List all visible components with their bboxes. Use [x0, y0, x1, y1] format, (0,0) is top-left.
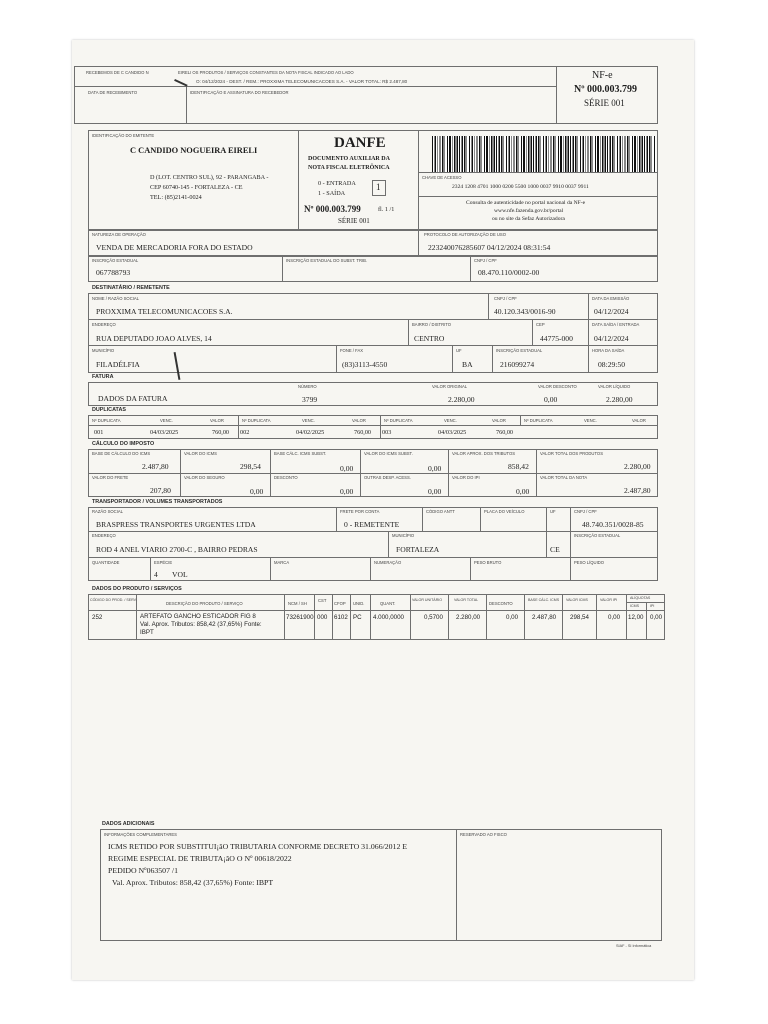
fatura-dados: DADOS DA FATURA — [98, 394, 168, 403]
dest-emissao: 04/12/2024 — [594, 307, 629, 316]
dest-nome-label: NOME / RAZÃO SOCIAL — [92, 296, 140, 301]
dest-endereco-label: ENDEREÇO — [92, 322, 116, 327]
info-line2: REGIME ESPECIAL DE TRIBUTA¡ãO O Nº 00618/2022 — [108, 854, 292, 863]
cnpj-label: CNPJ / CPF — [474, 258, 497, 263]
seguro: 0,00 — [250, 487, 264, 496]
chave-label: CHAVE DE ACESSO — [422, 175, 462, 180]
dup-hdr-venc-2: VENC. — [302, 418, 315, 423]
canhoto-numero: Nº 000.003.799 — [574, 84, 638, 95]
footer-text: SIAF - SI Informática — [616, 944, 652, 948]
dest-cnpj: 40.120.343/0016-90 — [494, 307, 556, 316]
tributos: 858,42 — [508, 462, 529, 471]
prod-total: 2.280,00 — [456, 614, 481, 621]
transp-qtd-label: QUANTIDADE — [92, 560, 120, 565]
danfe-title: DANFE — [334, 135, 386, 151]
tributos-label: VALOR APROX. DOS TRIBUTOS — [452, 451, 516, 456]
transportador-section: TRANSPORTADOR / VOLUMES TRANSPORTADOS — [92, 499, 223, 505]
transp-endereco-label: ENDEREÇO — [92, 533, 116, 538]
ie-valor: 067788793 — [96, 268, 131, 277]
fatura-desconto-label: VALOR DESCONTO — [538, 384, 577, 389]
dup-1-venc: 04/03/2025 — [150, 429, 179, 436]
frete-label: VALOR DO FRETE — [92, 475, 129, 480]
bc-icms-label: BASE DE CÁLCULO DO ICMS — [92, 451, 151, 456]
transp-cnpj: 48.740.351/0028-85 — [582, 520, 644, 529]
dup-3-num: 003 — [382, 429, 392, 436]
cnpj-valor: 08.470.110/0002-00 — [478, 268, 540, 277]
produtos-section: DADOS DO PRODUTO / SERVIÇOS — [92, 586, 182, 592]
dest-saida: 04/12/2024 — [594, 334, 629, 343]
prod-ncm: 73261900 — [286, 614, 314, 621]
prod-aicms: 12,00 — [628, 614, 644, 621]
transp-marca-label: MARCA — [274, 560, 290, 565]
prod-hdr-unit: VALOR UNITÁRIO — [412, 598, 443, 602]
canhoto-serie: SÉRIE 001 — [584, 98, 625, 108]
outras: 0,00 — [428, 487, 442, 496]
transp-especie: VOL — [172, 570, 188, 579]
dest-saida-label: DATA SAÍDA / ENTRADA — [592, 322, 640, 327]
dup-hdr-valor-4: VALOR — [632, 418, 646, 423]
dest-hora-label: HORA DA SAÍDA — [592, 348, 625, 353]
info-line1: ICMS RETIDO POR SUBSTITUI¡ãO TRIBUTARIA CONFORME DECRETO 31.066/2012 E — [108, 842, 408, 851]
chave-consulta1: Consulta de autenticidade no portal nacional da NF-e — [466, 200, 586, 206]
prod-codigo: 252 — [92, 614, 103, 621]
prod-hdr-cfop: CFOP — [334, 601, 346, 606]
prod-unit: 0,5700 — [424, 614, 443, 621]
inscricoes-box — [88, 256, 658, 282]
danfe-sub1: DOCUMENTO AUXILIAR DA — [308, 156, 390, 162]
prod-quant: 4.000,0000 — [373, 614, 404, 621]
prod-desc3: IBPT — [140, 629, 154, 636]
dest-ie-label: INSCRIÇÃO ESTADUAL — [496, 348, 543, 353]
info-line4: Val. Aprox. Tributos: 858,42 (37,65%) Fonte: IBPT — [112, 878, 274, 887]
transp-qtd: 4 — [154, 570, 158, 579]
prod-bc: 2.487,80 — [532, 614, 557, 621]
dest-fone-label: FONE / FAX — [340, 348, 364, 353]
prod-desc: 0,00 — [506, 614, 519, 621]
prod-hdr-ncm: NCM / SH — [288, 601, 307, 606]
prod-hdr-aipi: IPI — [650, 604, 655, 608]
transp-especie-label: ESPÉCIE — [154, 560, 173, 565]
transp-bruto-label: PESO BRUTO — [474, 560, 502, 565]
prod-hdr-unid: UNID. — [353, 601, 365, 606]
prod-hdr-total: VALOR TOTAL — [454, 598, 479, 602]
duplicatas-section: DUPLICATAS — [92, 407, 126, 413]
canhoto-recebemos-label: RECEBEMOS DE C CANDIDO N — [86, 70, 149, 75]
dest-uf-label: UF — [456, 348, 462, 353]
bc-st-label: BASE CÁLC. ICMS SUBST. — [274, 451, 327, 456]
prod-hdr-descricao: DESCRIÇÃO DO PRODUTO / SERVIÇO — [166, 601, 243, 606]
fatura-numero-label: NÚMERO — [298, 384, 317, 389]
dup-hdr-venc-4: VENC. — [584, 418, 597, 423]
chave-consulta2: www.nfe.fazenda.gov.br/portal — [494, 208, 564, 214]
desconto: 0,00 — [340, 487, 354, 496]
transp-municipio: FORTALEZA — [396, 545, 440, 554]
dest-cnpj-label: CNPJ / CPF — [494, 296, 517, 301]
imposto-section: CÁLCULO DO IMPOSTO — [92, 441, 155, 447]
chave-consulta3: ou no site da Sefaz Autorizadora — [492, 216, 565, 222]
prod-aipi: 0,00 — [650, 614, 663, 621]
dest-uf: BA — [462, 360, 473, 369]
seguro-label: VALOR DO SEGURO — [184, 475, 225, 480]
outras-label: OUTRAS DESP. ACESS. — [364, 475, 411, 480]
v-nota: 2.487,80 — [624, 486, 651, 495]
canhoto-box — [74, 66, 658, 124]
dest-bairro-label: BAIRRO / DISTRITO — [412, 322, 452, 327]
danfe-numero: Nº 000.003.799 — [304, 204, 361, 214]
transp-frete: 0 - REMETENTE — [344, 520, 400, 529]
natureza-valor: VENDA DE MERCADORIA FORA DO ESTADO — [96, 243, 253, 252]
transp-uf: CE — [550, 545, 560, 554]
dest-bairro: CENTRO — [414, 334, 445, 343]
dup-1-valor: 760,00 — [212, 429, 230, 436]
dup-2-valor: 760,00 — [354, 429, 372, 436]
prod-cst: 000 — [317, 614, 328, 621]
transp-frete-label: FRETE POR CONTA — [340, 509, 380, 514]
emitente-telefone: TEL: (85)2141-0024 — [150, 194, 202, 201]
protocolo-valor: 223240076285607 04/12/2024 08:31:54 — [428, 243, 551, 252]
prod-unid: PC — [353, 614, 362, 621]
dup-hdr-num-3: Nº DUPLICATA — [384, 418, 413, 423]
prod-vipi: 0,00 — [608, 614, 621, 621]
dup-hdr-num-1: Nº DUPLICATA — [92, 418, 121, 423]
v-prod-label: VALOR TOTAL DOS PRODUTOS — [540, 451, 603, 456]
prod-hdr-vicms: VALOR ICMS — [566, 598, 588, 602]
transp-cnpj-label: CNPJ / CPF — [574, 509, 597, 514]
prod-hdr-quant: QUANT. — [380, 601, 396, 606]
fatura-liquido-label: VALOR LÍQUIDO — [598, 384, 631, 389]
fatura-liquido: 2.280,00 — [606, 395, 633, 404]
info-line3: PEDIDO Nº063507 /1 — [108, 866, 178, 875]
transp-liquido-label: PESO LÍQUIDO — [574, 560, 605, 565]
natureza-label: NATUREZA DE OPERAÇÃO — [92, 232, 146, 237]
emitente-label: IDENTIFICAÇÃO DO EMITENTE — [92, 133, 155, 138]
fatura-original-label: VALOR ORIGINAL — [432, 384, 468, 389]
emitente-endereco2: CEP 60740-145 - FORTALEZA - CE — [150, 184, 243, 191]
dup-2-num: 002 — [240, 429, 250, 436]
v-st: 0,00 — [428, 464, 442, 473]
canhoto-emissao-line: O: 04/12/2024 - DEST. / REM.: PROXXIMA TELECOMUNICACOES S.A. - VALOR TOTAL: R$ 2.487,80 — [196, 79, 408, 84]
fatura-numero: 3799 — [302, 395, 318, 404]
transp-municipio-label: MUNICÍPIO — [392, 533, 415, 538]
dest-cep: 44775-000 — [540, 334, 573, 343]
danfe-saida: 1 - SAÍDA — [318, 190, 346, 197]
dest-municipio: FILADÉLFIA — [96, 360, 140, 369]
dup-hdr-venc-1: VENC. — [160, 418, 173, 423]
prod-desc2: Val. Aprox. Tributos: 858,42 (37,65%) Fonte: — [140, 621, 262, 628]
chave-valor: 2324 1208 4701 1000 0200 5500 1000 0037 9910 0037 9911 — [452, 184, 589, 190]
bc-icms: 2.487,80 — [142, 462, 169, 471]
ie-label: INSCRIÇÃO ESTADUAL — [92, 258, 139, 263]
dest-emissao-label: DATA DA EMISSÃO — [592, 296, 630, 301]
transp-antt-label: CÓDIGO ANTT — [426, 509, 455, 514]
canhoto-assinatura-label: IDENTIFICAÇÃO E ASSINATURA DO RECEBEDOR — [190, 90, 289, 95]
barcode — [432, 136, 656, 172]
emitente-nome: C CANDIDO NOGUEIRA EIRELI — [130, 146, 258, 155]
v-icms: 298,54 — [240, 462, 261, 471]
v-nota-label: VALOR TOTAL DA NOTA — [540, 475, 588, 480]
fisco-label: RESERVADO AO FISCO — [460, 832, 507, 837]
danfe-entrada: 0 - ENTRADA — [318, 180, 356, 187]
dup-3-venc: 04/03/2025 — [438, 429, 467, 436]
dest-hora: 08:29:50 — [598, 360, 626, 369]
dup-hdr-valor-1: VALOR — [210, 418, 224, 423]
prod-hdr-aicms: ICMS — [630, 604, 639, 608]
prod-hdr-aliq: ALÍQUOTAS — [630, 596, 651, 600]
prod-hdr-codigo: CÓDIGO DO PROD. / SERV. — [90, 598, 137, 602]
dup-2-venc: 04/02/2025 — [296, 429, 325, 436]
adicionais-section: DADOS ADICIONAIS — [102, 821, 155, 827]
ipi-label: VALOR DO IPI — [452, 475, 480, 480]
prod-hdr-cst: CST — [318, 598, 327, 603]
v-icms-label: VALOR DO ICMS — [184, 451, 217, 456]
dup-hdr-valor-2: VALOR — [352, 418, 366, 423]
prod-hdr-vipi: VALOR IPI — [600, 598, 618, 602]
prod-hdr-desc: DESCONTO — [489, 601, 513, 606]
prod-desc1: ARTEFATO GANCHO ESTICADOR FIG 8 — [140, 613, 256, 620]
frete: 207,80 — [150, 486, 171, 495]
info-label: INFORMAÇÕES COMPLEMENTARES — [104, 832, 177, 837]
danfe-tipo: 1 — [376, 182, 381, 192]
protocolo-label: PROTOCOLO DE AUTORIZAÇÃO DE USO — [424, 232, 506, 237]
dest-ie: 216099274 — [500, 360, 535, 369]
danfe-folha: fl. 1 /1 — [378, 206, 395, 213]
transp-placa-label: PLACA DO VEÍCULO — [484, 509, 525, 514]
dup-hdr-num-2: Nº DUPLICATA — [242, 418, 271, 423]
dup-3-valor: 760,00 — [496, 429, 514, 436]
dest-fone: (83)3113-4550 — [342, 360, 388, 369]
transp-numeracao-label: NUMERAÇÃO — [374, 560, 402, 565]
dup-hdr-venc-3: VENC. — [444, 418, 457, 423]
transp-endereco: ROD 4 ANEL VIARIO 2700-C , BAIRRO PEDRAS — [96, 545, 258, 554]
danfe-sub2: NOTA FISCAL ELETRÔNICA — [308, 165, 390, 171]
v-prod: 2.280,00 — [624, 462, 651, 471]
bc-st: 0,00 — [340, 464, 354, 473]
prod-cfop: 6102 — [334, 614, 348, 621]
canhoto-nfe: NF-e — [592, 70, 613, 81]
dest-endereco: RUA DEPUTADO JOAO ALVES, 14 — [96, 334, 212, 343]
ipi: 0,00 — [516, 487, 530, 496]
desconto-label: DESCONTO — [274, 475, 298, 480]
transp-razao-label: RAZÃO SOCIAL — [92, 509, 123, 514]
dest-cep-label: CEP — [536, 322, 545, 327]
fatura-original: 2.280,00 — [448, 395, 475, 404]
prod-hdr-bc: BASE CÁLC. ICMS — [528, 598, 560, 602]
canhoto-data-label: DATA DE RECEBIMENTO — [88, 90, 138, 95]
danfe-serie: SÉRIE 001 — [338, 217, 370, 225]
canhoto-recebemos-text: EIRELI OS PRODUTOS / SERVIÇOS CONSTANTES DA NOTA FISCAL INDICADO AO LADO — [178, 70, 354, 75]
dup-1-num: 001 — [94, 429, 104, 436]
emitente-endereco1: D (LOT. CENTRO SUL), 92 - PARANGABA - — [150, 174, 269, 181]
dup-hdr-num-4: Nº DUPLICATA — [524, 418, 553, 423]
fatura-section: FATURA — [92, 374, 114, 380]
destinatario-section: DESTINATÁRIO / REMETENTE — [92, 285, 170, 291]
dest-municipio-label: MUNICÍPIO — [92, 348, 115, 353]
ie-st-label: INSCRIÇÃO ESTADUAL DO SUBST. TRIB. — [286, 258, 368, 263]
dup-hdr-valor-3: VALOR — [492, 418, 506, 423]
transp-ie-label: INSCRIÇÃO ESTADUAL — [574, 533, 621, 538]
fatura-desconto: 0,00 — [544, 395, 558, 404]
transp-uf-label: UF — [550, 509, 556, 514]
transp-razao: BRASPRESS TRANSPORTES URGENTES LTDA — [96, 520, 256, 529]
dest-nome: PROXXIMA TELECOMUNICACOES S.A. — [96, 307, 233, 316]
v-st-label: VALOR DO ICMS SUBST. — [364, 451, 413, 456]
prod-vicms: 298,54 — [570, 614, 589, 621]
